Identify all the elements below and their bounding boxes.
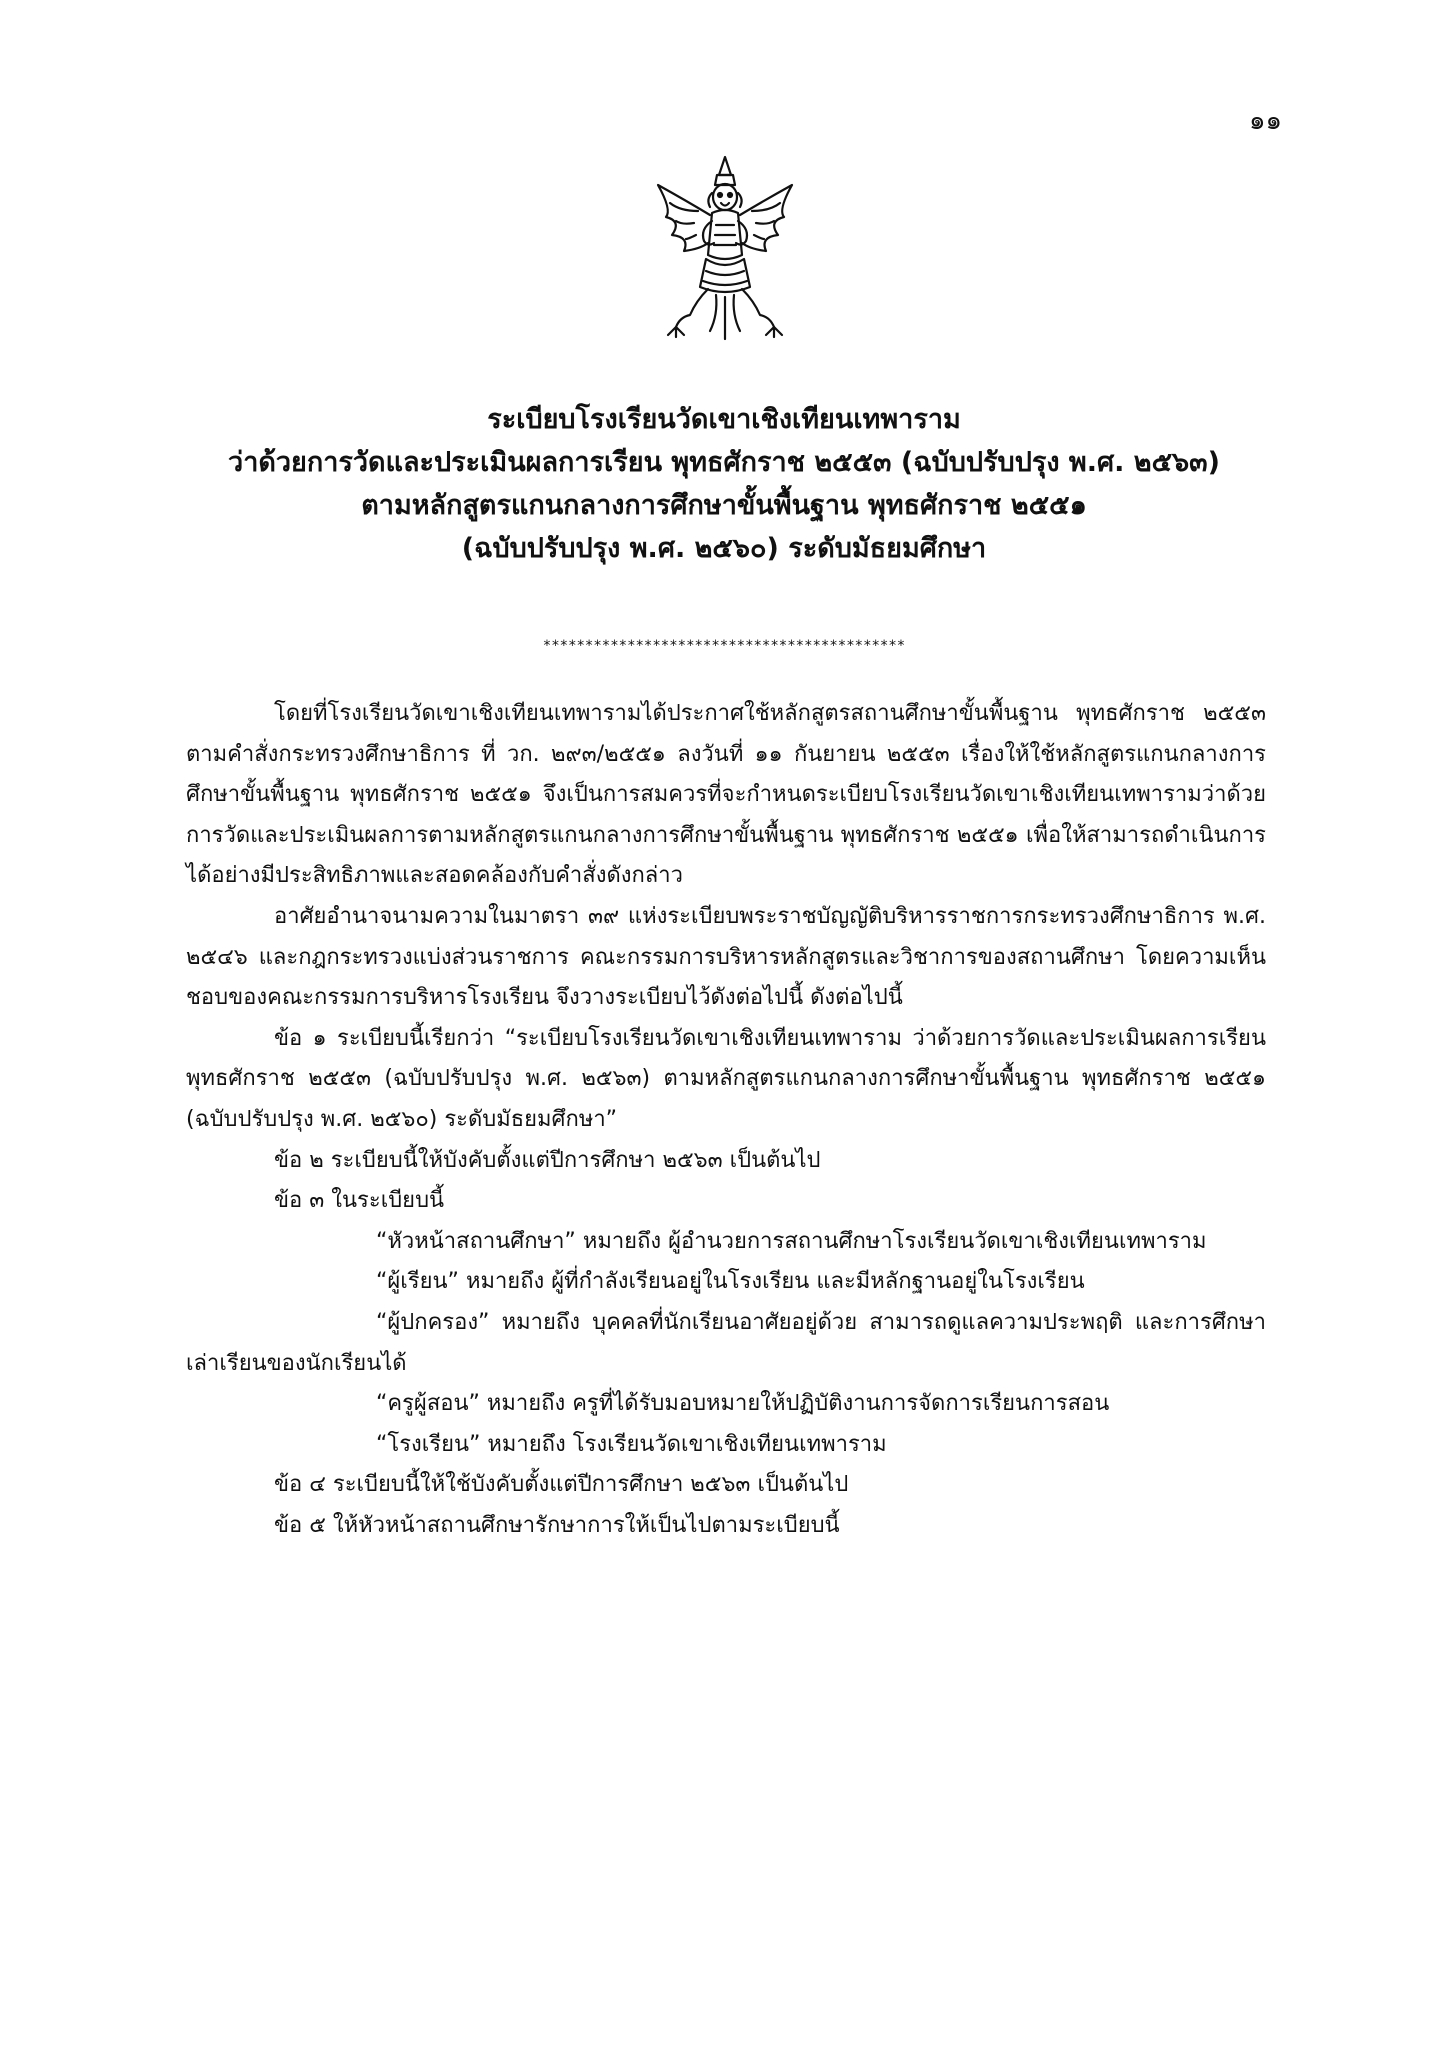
clause-4: ข้อ ๔ ระเบียบนี้ให้ใช้บังคับตั้งแต่ปีการศึกษา ๒๕๖๓ เป็นต้นไป — [274, 1472, 849, 1498]
page-number: ๑๑ — [1248, 106, 1282, 136]
preamble-paragraph-2: อาศัยอำนาจนามความในมาตรา ๓๙ แห่งระเบียบพระราชบัญญัติบริหารราชการกระทรวงศึกษาธิการ พ.ศ. ๒๕๔๖ และกฎกระทรวงแบ่งส่วนราชการ คณะกรรมการบริหารหลักสูตรและวิชาการของสถานศึกษา โดยความเห็นชอบของคณะกรรมการบริหารโรงเรียน จึงวางระเบียบไว้ดังต่อไปนี้ ดังต่อไปนี้ — [186, 903, 1266, 1011]
definition-teacher: “ครูผู้สอน” หมายถึง ครูที่ได้รับมอบหมายให้ปฏิบัติงานการจัดการเรียนการสอน — [376, 1391, 1110, 1417]
definition-head-of-school: “หัวหน้าสถานศึกษา” หมายถึง ผู้อำนวยการสถานศึกษาโรงเรียนวัดเขาเชิงเทียนเทพาราม — [376, 1228, 1207, 1254]
preamble-paragraph-1: โดยที่โรงเรียนวัดเขาเชิงเทียนเทพารามได้ประกาศใช้หลักสูตรสถานศึกษาขั้นพื้นฐาน พุทธศักราช ๒๕๕๓ ตามคำสั่งกระทรวงศึกษาธิการ ที่ วก. ๒๙๓/๒๕๕๑ ลงวันที่ ๑๑ กันยายน ๒๕๕๓ เรื่องให้ใช้หลักสูตรแกนกลางการศึกษาขั้นพื้นฐาน พุทธศักราช ๒๕๕๑ จึงเป็นการสมควรที่จะกำหนดระเบียบโรงเรียนวัดเขาเชิงเทียนเทพารามว่าด้วย การวัดและประเมินผลการตามหลักสูตรแกนกลางการศึกษาขั้นพื้นฐาน พุทธศักราช ๒๕๕๑ เพื่อให้สามารถดำเนินการได้อย่างมีประสิทธิภาพและสอดคล้องกับคำสั่งดังกล่าว — [186, 701, 1266, 889]
title-line-4: (ฉบับปรับปรุง พ.ศ. ๒๕๖๐) ระดับมัธยมศึกษา — [461, 533, 987, 564]
definition-school: “โรงเรียน” หมายถึง โรงเรียนวัดเขาเชิงเทียนเทพาราม — [376, 1431, 887, 1457]
title-line-1: ระเบียบโรงเรียนวัดเขาเชิงเทียนเทพาราม — [487, 404, 961, 435]
clause-1: ข้อ ๑ ระเบียบนี้เรียกว่า “ระเบียบโรงเรียนวัดเขาเชิงเทียนเทพาราม ว่าด้วยการวัดและประเมินผลการเรียนพุทธศักราช ๒๕๕๓ (ฉบับปรับปรุง พ.ศ. ๒๕๖๓) ตามหลักสูตรแกนกลางการศึกษาขั้นพื้นฐาน พุทธศักราช ๒๕๕๑ (ฉบับปรับปรุง พ.ศ. ๒๕๖๐) ระดับมัธยมศึกษา” — [186, 1025, 1266, 1132]
title-line-3: ตามหลักสูตรแกนกลางการศึกษาขั้นพื้นฐาน พุทธศักราช ๒๕๕๑ — [361, 490, 1087, 521]
clause-2: ข้อ ๒ ระเบียบนี้ให้บังคับตั้งแต่ปีการศึกษา ๒๕๖๓ เป็นต้นไป — [274, 1147, 821, 1173]
document-title — [180, 398, 1268, 570]
garuda-emblem-icon — [650, 155, 800, 345]
clause-5: ข้อ ๕ ให้หัวหน้าสถานศึกษารักษาการให้เป็นไปตามระเบียบนี้ — [274, 1512, 840, 1538]
clause-3: ข้อ ๓ ในระเบียบนี้ — [274, 1188, 445, 1214]
definition-guardian: “ผู้ปกครอง” หมายถึง บุคคลที่นักเรียนอาศัยอยู่ด้วย สามารถดูแลความประพฤติ และการศึกษาเล่าเรียนของนักเรียนได้ — [186, 1309, 1266, 1376]
definition-learner: “ผู้เรียน” หมายถึง ผู้ที่กำลังเรียนอยู่ในโรงเรียน และมีหลักฐานอยู่ในโรงเรียน — [376, 1269, 1085, 1295]
document-body — [186, 694, 1266, 1546]
separator-line: ******************************************* — [542, 638, 906, 654]
title-line-2: ว่าด้วยการวัดและประเมินผลการเรียน พุทธศักราช ๒๕๕๓ (ฉบับปรับปรุง พ.ศ. ๒๕๖๓) — [228, 447, 1220, 478]
